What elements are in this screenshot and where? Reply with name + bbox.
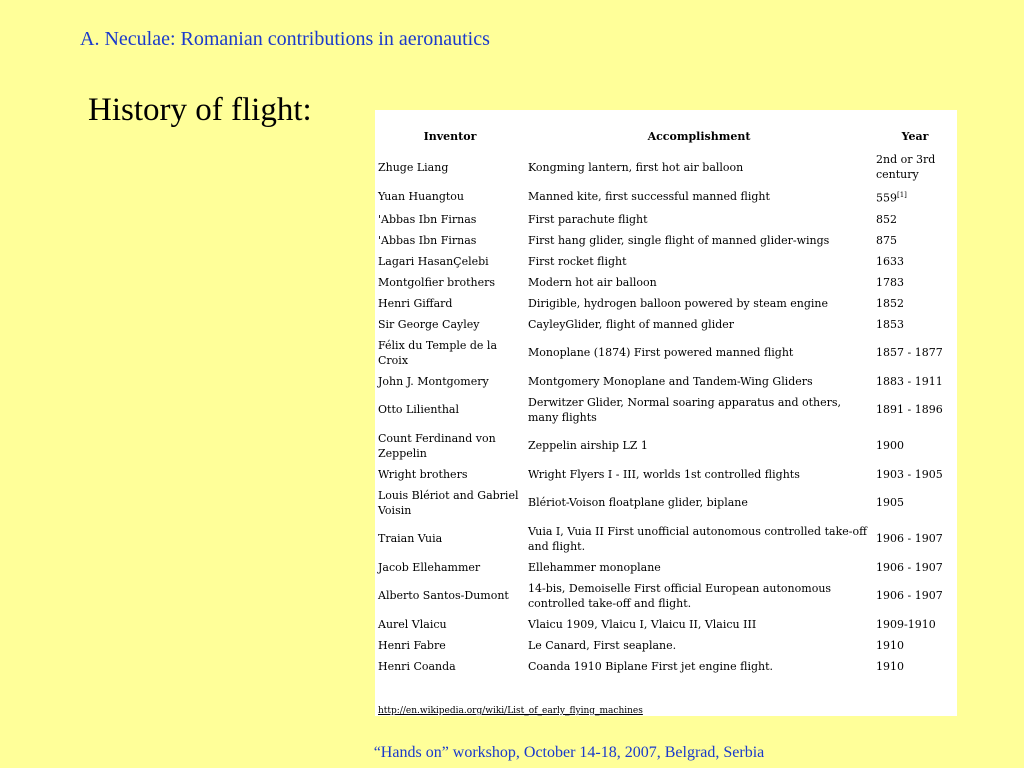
cell-inventor: Louis Blériot and Gabriel Voisin (378, 488, 519, 517)
cell-year (873, 464, 957, 485)
year-value: 1905 (876, 496, 904, 510)
cell-inventor: 'Abbas Ibn Firnas (378, 233, 477, 247)
year-value: 852 (876, 212, 897, 226)
table-row (375, 485, 957, 521)
cell-accomplishment: CayleyGlider, flight of manned glider (528, 317, 735, 331)
table-row (375, 251, 957, 272)
cell-inventor: Félix du Temple de la Croix (378, 338, 498, 367)
year-value: 1906 - 1907 (876, 532, 943, 546)
table-row (375, 185, 957, 209)
cell-accomplishment: 14-bis, Demoiselle First official European autonomous controlled take-off and flight. (528, 581, 832, 610)
year-value: 1910 (876, 638, 904, 652)
table-row (375, 521, 957, 557)
year-value: 559 (876, 191, 897, 205)
cell-inventor: Henri Coanda (378, 659, 456, 673)
year-value: 1906 - 1907 (876, 560, 943, 574)
table-row (375, 614, 957, 635)
flight-history-table-panel (375, 110, 957, 716)
cell-accomplishment: Zeppelin airship LZ 1 (528, 439, 648, 453)
year-value: 1903 - 1905 (876, 467, 943, 481)
cell-accomplishment: Modern hot air balloon (528, 275, 657, 289)
column-header-accomplishment: Accomplishment (647, 130, 751, 143)
year-value: 1633 (876, 254, 904, 268)
cell-year (873, 392, 957, 428)
cell-accomplishment: First parachute flight (528, 212, 648, 226)
column-header-inventor: Inventor (423, 130, 477, 143)
cell-inventor: Otto Lilienthal (378, 403, 460, 417)
cell-inventor: Montgolfier brothers (378, 275, 496, 289)
table-row (375, 464, 957, 485)
year-value: 1900 (876, 439, 904, 453)
year-value: 1883 - 1911 (876, 374, 943, 388)
table-row (375, 293, 957, 314)
cell-accomplishment: Le Canard, First seaplane. (528, 638, 677, 652)
cell-accomplishment: Dirigible, hydrogen balloon powered by steam engine (528, 296, 829, 310)
cell-year (873, 521, 957, 557)
cell-accomplishment: First rocket flight (528, 254, 627, 268)
cell-inventor: Yuan Huangtou (378, 190, 465, 204)
cell-accomplishment: First hang glider, single flight of manned glider-wings (528, 233, 830, 247)
cell-year (873, 314, 957, 335)
cell-inventor: Alberto Santos-Dumont (378, 589, 509, 603)
cell-accomplishment: Vlaicu 1909, Vlaicu I, Vlaicu II, Vlaicu III (528, 617, 757, 631)
cell-accomplishment: Ellehammer monoplane (528, 560, 661, 574)
cell-accomplishment: Montgomery Monoplane and Tandem-Wing Gliders (528, 374, 813, 388)
cell-inventor: Count Ferdinand von Zeppelin (378, 431, 496, 460)
cell-year (873, 251, 957, 272)
table-row (375, 578, 957, 614)
cell-year (873, 635, 957, 656)
cell-inventor: Sir George Cayley (378, 317, 480, 331)
cell-year (873, 371, 957, 392)
cell-inventor: John J. Montgomery (378, 374, 489, 388)
cell-inventor: Wright brothers (378, 467, 468, 481)
footer-text: “Hands on” workshop, October 14-18, 2007, Belgrad, Serbia (373, 744, 765, 761)
cell-year (873, 230, 957, 251)
table-header-row (375, 110, 957, 149)
year-value: 1853 (876, 317, 904, 331)
cell-year (873, 557, 957, 578)
cell-year (873, 209, 957, 230)
year-value: 1909-1910 (876, 617, 936, 631)
cell-year (873, 614, 957, 635)
table-row (375, 392, 957, 428)
table-row (375, 635, 957, 656)
table-row (375, 314, 957, 335)
cell-year (873, 485, 957, 521)
cell-accomplishment: Monoplane (1874) First powered manned flight (528, 346, 794, 360)
year-value: 1906 - 1907 (876, 589, 943, 603)
cell-year (873, 428, 957, 464)
source-link[interactable]: http://en.wikipedia.org/wiki/List_of_early_flying_machines (378, 706, 643, 716)
cell-year (873, 149, 957, 185)
table-row (375, 335, 957, 371)
table-row (375, 272, 957, 293)
flight-history-table (375, 110, 957, 677)
year-value: 875 (876, 233, 897, 247)
cell-accomplishment: Vuia I, Vuia II First unofficial autonomous controlled take-off and flight. (528, 524, 867, 553)
table-row (375, 149, 957, 185)
table-row (375, 209, 957, 230)
cell-year (873, 293, 957, 314)
year-value: 2nd or 3rd century (876, 153, 936, 181)
table-row (375, 230, 957, 251)
year-value: 1891 - 1896 (876, 403, 943, 417)
cell-year (873, 272, 957, 293)
slide-title: History of flight: (88, 92, 312, 128)
year-value: 1783 (876, 275, 904, 289)
table-row (375, 428, 957, 464)
cell-inventor: Zhuge Liang (378, 160, 449, 174)
cell-accomplishment: Wright Flyers I - III, worlds 1st controlled flights (528, 467, 800, 481)
cell-inventor: Henri Fabre (378, 638, 446, 652)
year-value: 1857 - 1877 (876, 346, 943, 360)
year-footnote[interactable]: [1] (897, 191, 907, 199)
cell-accomplishment: Coanda 1910 Biplane First jet engine flight. (528, 659, 774, 673)
cell-year (873, 185, 957, 209)
column-header-year: Year (901, 130, 929, 143)
cell-year (873, 578, 957, 614)
cell-inventor: Lagari HasanÇelebi (378, 254, 489, 268)
cell-inventor: Jacob Ellehammer (378, 560, 481, 574)
table-row (375, 656, 957, 677)
cell-year (873, 335, 957, 371)
cell-accomplishment: Blériot-Voison floatplane glider, biplane (528, 496, 748, 510)
year-value: 1910 (876, 659, 904, 673)
cell-inventor: 'Abbas Ibn Firnas (378, 212, 477, 226)
cell-inventor: Traian Vuia (378, 532, 443, 546)
cell-inventor: Aurel Vlaicu (378, 617, 447, 631)
header-title: A. Neculae: Romanian contributions in aeronautics (80, 28, 490, 50)
cell-accomplishment: Derwitzer Glider, Normal soaring apparatus and others, many flights (528, 395, 842, 424)
cell-inventor: Henri Giffard (378, 296, 453, 310)
cell-year (873, 656, 957, 677)
year-value: 1852 (876, 296, 904, 310)
cell-accomplishment: Manned kite, first successful manned flight (528, 190, 770, 204)
table-row (375, 371, 957, 392)
table-body (375, 149, 957, 677)
table-row (375, 557, 957, 578)
cell-accomplishment: Kongming lantern, first hot air balloon (528, 160, 744, 174)
